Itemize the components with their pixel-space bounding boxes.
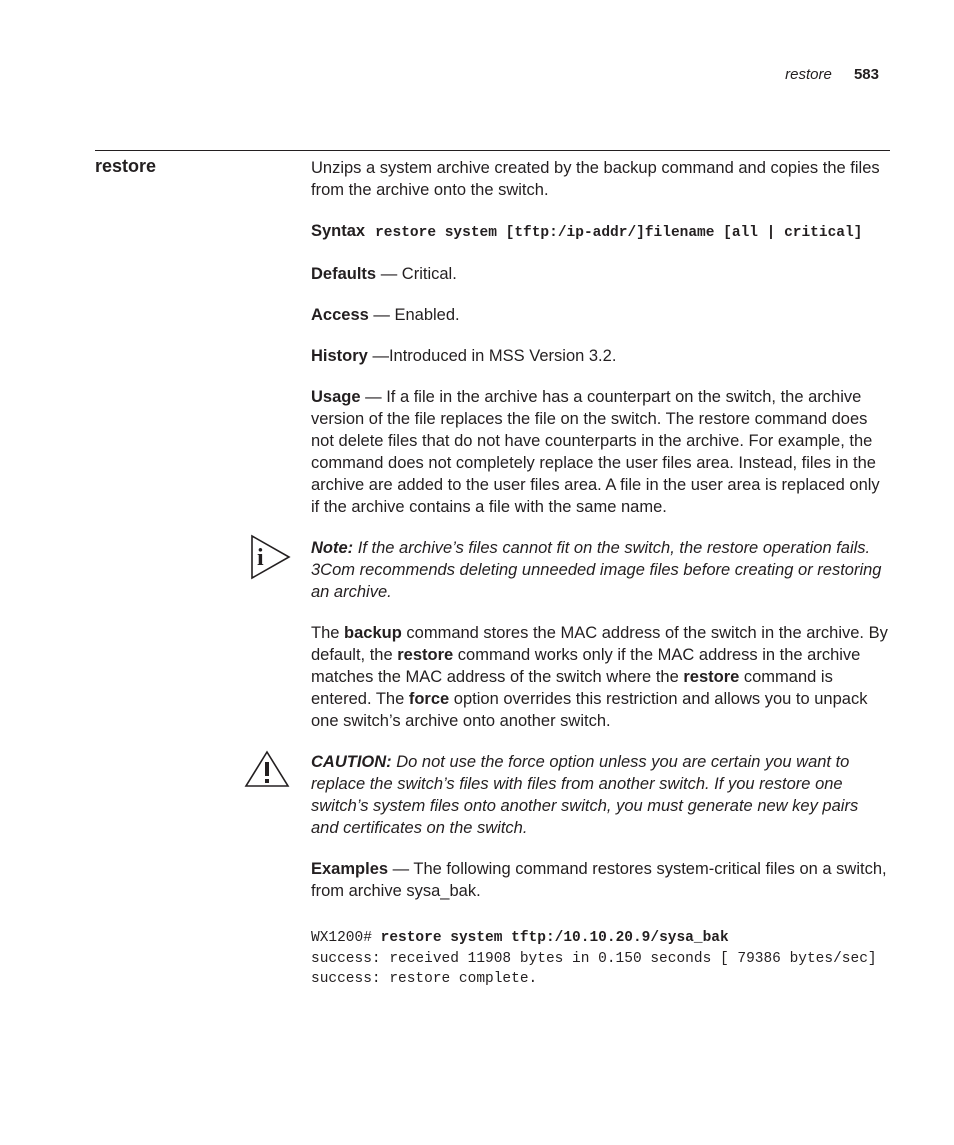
caution-block <box>311 751 889 839</box>
defaults-text: — Critical. <box>376 265 457 283</box>
examples-paragraph <box>311 858 889 902</box>
defaults-label: Defaults <box>311 265 377 283</box>
command-title: restore <box>95 156 157 176</box>
example-output-line-2: success: restore complete. <box>311 971 538 987</box>
syntax-paragraph <box>311 220 889 244</box>
note-label: Note: <box>311 539 354 557</box>
note-text-paragraph <box>311 537 889 603</box>
access-text: — Enabled. <box>368 306 460 324</box>
example-command: restore system tftp:/10.10.20.9/sysa_bak <box>380 930 729 946</box>
command-body <box>257 157 889 990</box>
warning-icon <box>243 749 291 789</box>
mac-keyword-backup: backup <box>344 624 402 642</box>
note-text: If the archive’s files cannot fit on the switch, the restore operation fails. 3Com recommends deleting unneeded image files before creating or restoring an archive. <box>311 539 882 601</box>
history-text: —Introduced in MSS Version 3.2. <box>367 347 617 365</box>
access-label: Access <box>311 306 369 324</box>
mac-keyword-restore: restore <box>397 646 454 664</box>
mac-text-3: command works only if the MAC address in the archive matches the MAC address of the switch where the <box>311 646 861 686</box>
command-description: Unzips a system archive created by the backup command and copies the files from the archive onto the switch. <box>311 159 880 199</box>
mac-address-paragraph <box>311 622 889 732</box>
page-number: 583 <box>853 66 879 83</box>
examples-text: — The following command restores system-critical files on a switch, from archive sysa_bak. <box>311 860 887 900</box>
caution-text: Do not use the force option unless you are certain you want to replace the switch’s files with files from another switch. If you restore one switch’s system files onto another switch, you must generate new key pairs and certificates on the switch. <box>311 753 859 837</box>
example-command-line <box>311 928 889 949</box>
example-prompt: WX1200# <box>311 930 381 946</box>
defaults-paragraph <box>311 263 889 285</box>
history-paragraph <box>311 345 889 367</box>
caution-text-paragraph <box>311 751 889 839</box>
running-header <box>785 66 879 83</box>
info-icon <box>249 533 293 581</box>
mac-text-2: command stores the MAC address of the switch in the archive. By default, the <box>311 624 888 664</box>
running-header-section: restore <box>785 66 832 83</box>
example-code-block <box>311 928 889 990</box>
mac-keyword-force: force <box>408 690 450 708</box>
example-output-line-1: success: received 11908 bytes in 0.150 seconds [ 79386 bytes/sec] <box>311 950 877 967</box>
syntax-command: restore system [tftp:/ip-addr/]filename [all | critical] <box>375 225 863 241</box>
history-label: History <box>311 347 368 365</box>
svg-text:i: i <box>257 545 264 571</box>
usage-text: — If a file in the archive has a counterpart on the switch, the archive version of the file replaces the file on the switch. The restore command does not delete files that do not have counterparts in the archive. For example, the command does not completely replace the user files area. Instead, files in the archive are added to the user files area. A file in the user area is replaced only if the archive contains a file with the same name. <box>311 388 880 516</box>
examples-label: Examples <box>311 860 389 878</box>
mac-text-4: command is entered. The <box>311 668 833 708</box>
syntax-label: Syntax <box>311 222 366 240</box>
note-block <box>257 537 889 603</box>
caution-label: CAUTION: <box>311 753 392 771</box>
access-paragraph <box>311 304 889 326</box>
mac-text-5: option overrides this restriction and allows you to unpack one switch’s archive onto another switch. <box>311 690 868 730</box>
usage-label: Usage <box>311 388 361 406</box>
usage-paragraph <box>311 386 889 518</box>
mac-keyword-restore-2: restore <box>683 668 740 686</box>
mac-text-1: The <box>311 624 345 642</box>
section-divider <box>95 150 890 151</box>
